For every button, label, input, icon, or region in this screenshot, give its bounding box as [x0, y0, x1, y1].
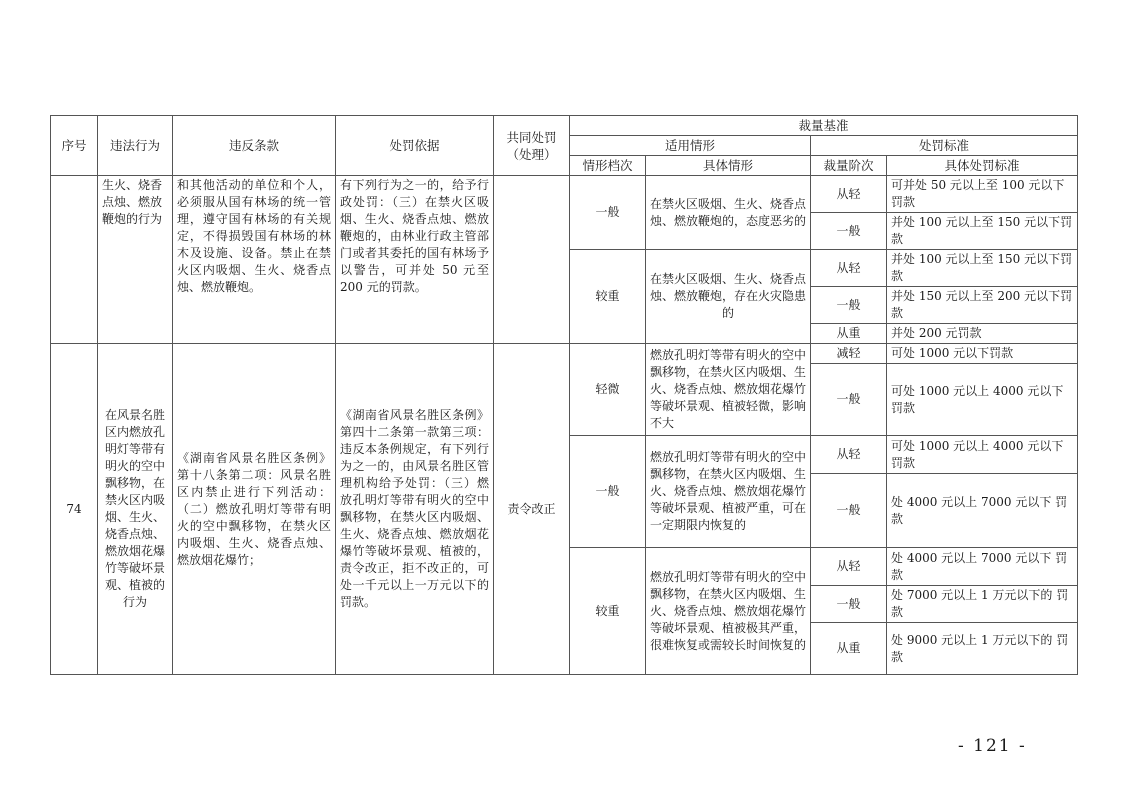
entry-b-g1-r1-stage: 减轻 — [811, 344, 887, 364]
header-level: 情形档次 — [570, 156, 646, 176]
table-row — [51, 176, 1078, 213]
header-situation: 具体情形 — [646, 156, 811, 176]
entry-a-g2-r1-stage: 从轻 — [811, 250, 887, 287]
discretion-standard-table — [50, 115, 1078, 675]
entry-a-g1-situation: 在禁火区吸烟、生火、烧香点烛、燃放鞭炮的，态度恶劣的 — [646, 176, 811, 250]
header-clause: 违反条款 — [173, 116, 336, 176]
header-violation: 违法行为 — [98, 116, 173, 176]
header-specific: 具体处罚标准 — [887, 156, 1078, 176]
entry-b-g2-r2-stage: 一般 — [811, 474, 887, 548]
entry-b-g2-r1-std: 可处 1000 元以上 4000 元以下罚款 — [887, 436, 1078, 474]
entry-b-g3-r3-std: 处 9000 元以上 1 万元以下的 罚款 — [887, 623, 1078, 675]
entry-a-g2-level: 较重 — [570, 250, 646, 344]
entry-a-g1-r1-stage: 从轻 — [811, 176, 887, 213]
entry-b-g3-r2-stage: 一般 — [811, 586, 887, 623]
entry-b-g1-r2-std: 可处 1000 元以上 4000 元以下罚款 — [887, 364, 1078, 436]
entry-a-g2-r1-std: 并处 100 元以上至 150 元以下罚款 — [887, 250, 1078, 287]
entry-a-g2-r3-stage: 从重 — [811, 324, 887, 344]
header-discretion: 裁量基准 — [570, 116, 1078, 136]
header-stage: 裁量阶次 — [811, 156, 887, 176]
entry-a-clause: 和其他活动的单位和个人，必须服从国有林场的统一管理，遵守国有林场的有关规定，不得损毁国有林场的林木及设施、设备。禁止在禁火区内吸烟、生火、烧香点烛、燃放鞭炮。 — [173, 176, 336, 344]
entry-a-seq — [51, 176, 98, 344]
entry-b-g2-r1-stage: 从轻 — [811, 436, 887, 474]
entry-b-g3-r3-stage: 从重 — [811, 623, 887, 675]
entry-a-g1-r2-stage: 一般 — [811, 213, 887, 250]
header-seq: 序号 — [51, 116, 98, 176]
entry-b-g3-situation: 燃放孔明灯等带有明火的空中飘移物，在禁火区内吸烟、生火、烧香点烛、燃放烟花爆竹等破坏景观、植被极其严重，很难恢复或需较长时间恢复的 — [646, 548, 811, 675]
page-number: - 121 - — [958, 736, 1027, 756]
entry-b-g1-level: 轻微 — [570, 344, 646, 436]
entry-b-g3-r2-std: 处 7000 元以上 1 万元以下的 罚款 — [887, 586, 1078, 623]
entry-b-g3-r1-std: 处 4000 元以上 7000 元以下 罚款 — [887, 548, 1078, 586]
table-row — [51, 344, 1078, 364]
header-applicable: 适用情形 — [570, 136, 811, 156]
entry-a-g2-situation: 在禁火区吸烟、生火、烧香点烛、燃放鞭炮，存在火灾隐患的 — [646, 250, 811, 344]
entry-b-g1-r1-std: 可处 1000 元以下罚款 — [887, 344, 1078, 364]
entry-b-g1-situation: 燃放孔明灯等带有明火的空中飘移物，在禁火区内吸烟、生火、烧香点烛、燃放烟花爆竹等破坏景观、植被轻微，影响不大 — [646, 344, 811, 436]
header-common-penalty: 共同处罚（处理） — [494, 116, 570, 176]
entry-a-violation: 生火、烧香点烛、燃放鞭炮的行为 — [98, 176, 173, 344]
entry-a-basis: 有下列行为之一的，给予行政处罚：（三）在禁火区吸烟、生火、烧香点烛、燃放鞭炮的，由林业行政主管部门或者其委托的国有林场予以警告，可并处 50 元至 200 元的罚款。 — [336, 176, 494, 344]
entry-b-basis: 《湖南省风景名胜区条例》第四十二条第一款第三项：违反本条例规定，有下列行为之一的，由风景名胜区管理机构给予处罚：（三）燃放孔明灯等带有明火的空中飘移物，在禁火区内吸烟、生火、烧香点烛、燃放烟花爆竹等破坏景观、植被的，责令改正，拒不改正的，可处一千元以上一万元以下的罚款。 — [336, 344, 494, 675]
header-standard: 处罚标准 — [811, 136, 1078, 156]
entry-b-g2-r2-std: 处 4000 元以上 7000 元以下 罚款 — [887, 474, 1078, 548]
entry-a-common — [494, 176, 570, 344]
entry-a-g2-r2-stage: 一般 — [811, 287, 887, 324]
entry-b-g2-situation: 燃放孔明灯等带有明火的空中飘移物，在禁火区内吸烟、生火、烧香点烛、燃放烟花爆竹等破坏景观、植被严重，可在一定期限内恢复的 — [646, 436, 811, 548]
header-basis: 处罚依据 — [336, 116, 494, 176]
entry-a-g1-level: 一般 — [570, 176, 646, 250]
entry-a-g2-r2-std: 并处 150 元以上至 200 元以下罚款 — [887, 287, 1078, 324]
entry-a-g1-r1-std: 可并处 50 元以上至 100 元以下罚款 — [887, 176, 1078, 213]
entry-a-g1-r2-std: 并处 100 元以上至 150 元以下罚款 — [887, 213, 1078, 250]
entry-b-seq: 74 — [51, 344, 98, 675]
entry-b-g1-r2-stage: 一般 — [811, 364, 887, 436]
entry-b-common: 责令改正 — [494, 344, 570, 675]
entry-b-g3-level: 较重 — [570, 548, 646, 675]
entry-b-g3-r1-stage: 从轻 — [811, 548, 887, 586]
entry-a-g2-r3-std: 并处 200 元罚款 — [887, 324, 1078, 344]
entry-b-g2-level: 一般 — [570, 436, 646, 548]
entry-b-clause: 《湖南省风景名胜区条例》第十八条第二项：风景名胜区内禁止进行下列活动：（二）燃放孔明灯等带有明火的空中飘移物，在禁火区内吸烟、生火、烧香点烛、燃放烟花爆竹； — [173, 344, 336, 675]
entry-b-violation: 在风景名胜区内燃放孔明灯等带有明火的空中飘移物，在禁火区内吸烟、生火、烧香点烛、燃放烟花爆竹等破坏景观、植被的行为 — [98, 344, 173, 675]
